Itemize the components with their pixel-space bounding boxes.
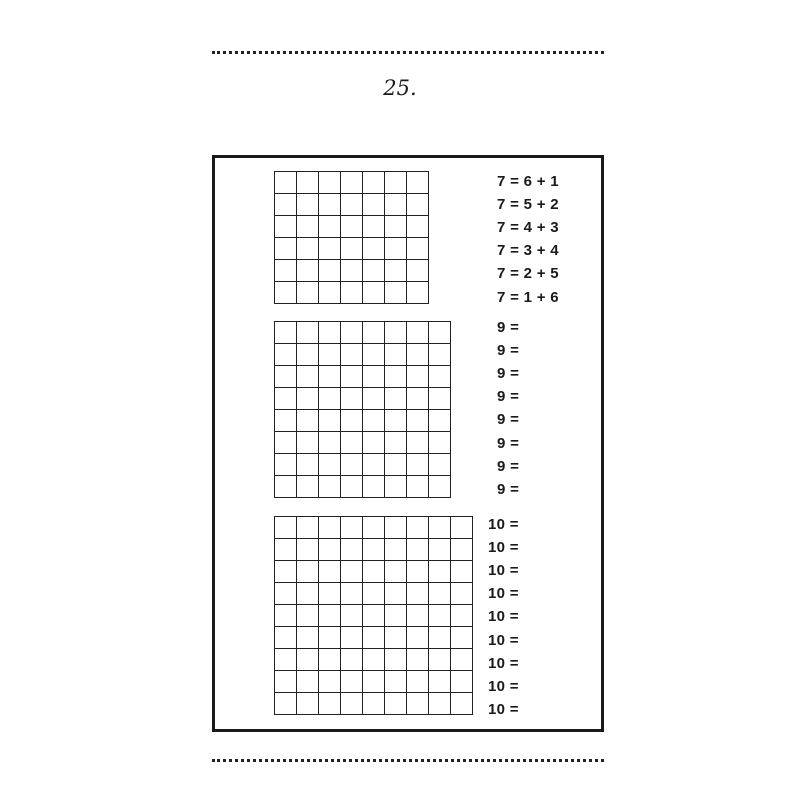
grid-cell bbox=[275, 172, 297, 194]
grid-cell bbox=[363, 388, 385, 410]
grid-cell bbox=[363, 344, 385, 366]
grid-cell bbox=[429, 693, 451, 715]
grid-cell bbox=[341, 216, 363, 238]
grid-cell bbox=[341, 454, 363, 476]
grid-cell bbox=[363, 539, 385, 561]
grid-cell bbox=[363, 583, 385, 605]
grid-cell bbox=[275, 583, 297, 605]
grid-cell bbox=[319, 194, 341, 216]
grid-cell bbox=[385, 410, 407, 432]
grid-cell bbox=[407, 454, 429, 476]
grid-cell bbox=[451, 649, 473, 671]
equation-line: 10 = bbox=[488, 677, 519, 695]
grid-cell bbox=[297, 366, 319, 388]
grid-cell bbox=[385, 432, 407, 454]
grid-cell bbox=[297, 216, 319, 238]
grid-cell bbox=[319, 671, 341, 693]
grid-cell bbox=[407, 476, 429, 498]
grid-cell bbox=[319, 649, 341, 671]
grid-cell bbox=[385, 649, 407, 671]
grid-cell bbox=[385, 605, 407, 627]
grid-cell bbox=[297, 476, 319, 498]
grid-cell bbox=[297, 344, 319, 366]
grid-cell bbox=[297, 238, 319, 260]
grid-cell bbox=[275, 344, 297, 366]
equation-line: 10 = bbox=[488, 700, 519, 718]
grid-cell bbox=[275, 561, 297, 583]
grid-cell bbox=[319, 282, 341, 304]
grid-cell bbox=[319, 583, 341, 605]
grid-cell bbox=[429, 561, 451, 583]
grid-cell bbox=[363, 432, 385, 454]
grid-cell bbox=[275, 627, 297, 649]
equation-line: 7 = 4 + 3 bbox=[497, 219, 559, 237]
grid-cell bbox=[341, 627, 363, 649]
equation-line: 7 = 6 + 1 bbox=[497, 173, 559, 190]
grid-cell bbox=[297, 454, 319, 476]
grid-cell bbox=[363, 693, 385, 715]
grid-cell bbox=[385, 517, 407, 539]
grid-cell bbox=[319, 344, 341, 366]
grid-cell bbox=[341, 282, 363, 304]
grid-cell bbox=[275, 605, 297, 627]
grid-cell bbox=[297, 388, 319, 410]
grid-cell bbox=[407, 366, 429, 388]
grid-cell bbox=[451, 583, 473, 605]
equation-line: 7 = 2 + 5 bbox=[497, 265, 559, 283]
grid-cell bbox=[275, 238, 297, 260]
grid-cell bbox=[341, 476, 363, 498]
grid-cell bbox=[341, 693, 363, 715]
grid-cell bbox=[341, 322, 363, 344]
grid-cell bbox=[363, 322, 385, 344]
grid-cell bbox=[429, 605, 451, 627]
grid-cell bbox=[385, 583, 407, 605]
grid-cell bbox=[363, 561, 385, 583]
grid-cell bbox=[341, 260, 363, 282]
dotted-rule-bottom bbox=[212, 759, 604, 762]
grid-cell bbox=[451, 693, 473, 715]
grid-cell bbox=[363, 649, 385, 671]
equation-line: 10 = bbox=[488, 516, 519, 533]
grid-cell bbox=[407, 282, 429, 304]
grid-cell bbox=[341, 432, 363, 454]
grid-cell bbox=[429, 432, 451, 454]
grid-cell bbox=[407, 517, 429, 539]
grid-cell bbox=[275, 410, 297, 432]
grid-cell bbox=[297, 561, 319, 583]
grid-cell bbox=[319, 605, 341, 627]
grid-cell bbox=[451, 539, 473, 561]
grid-cell bbox=[319, 539, 341, 561]
grid-cell bbox=[297, 671, 319, 693]
grid-cell bbox=[407, 561, 429, 583]
grid-cell bbox=[363, 366, 385, 388]
grid-cell bbox=[275, 432, 297, 454]
grid-cell bbox=[363, 605, 385, 627]
grid-cell bbox=[319, 260, 341, 282]
grid-10 bbox=[274, 516, 473, 715]
grid-cell bbox=[407, 194, 429, 216]
dotted-rule-top bbox=[212, 51, 604, 54]
equation-line: 9 = bbox=[497, 319, 520, 336]
grid-cell bbox=[385, 627, 407, 649]
grid-cell bbox=[407, 388, 429, 410]
grid-cell bbox=[319, 517, 341, 539]
grid-cell bbox=[385, 476, 407, 498]
grid-cell bbox=[275, 388, 297, 410]
equation-line: 10 = bbox=[488, 562, 519, 580]
grid-cell bbox=[429, 344, 451, 366]
grid-cell bbox=[385, 344, 407, 366]
grid-cell bbox=[275, 517, 297, 539]
grid-cell bbox=[385, 260, 407, 282]
grid-cell bbox=[429, 671, 451, 693]
grid-cell bbox=[275, 454, 297, 476]
grid-cell bbox=[385, 388, 407, 410]
grid-cell bbox=[297, 260, 319, 282]
grid-cell bbox=[385, 282, 407, 304]
grid-cell bbox=[341, 238, 363, 260]
grid-cell bbox=[429, 476, 451, 498]
grid-cell bbox=[297, 605, 319, 627]
grid-cell bbox=[407, 238, 429, 260]
grid-cell bbox=[275, 366, 297, 388]
grid-cell bbox=[429, 454, 451, 476]
grid-cell bbox=[275, 649, 297, 671]
grid-cell bbox=[407, 432, 429, 454]
grid-cell bbox=[363, 194, 385, 216]
grid-cell bbox=[319, 388, 341, 410]
grid-cell bbox=[319, 693, 341, 715]
grid-cell bbox=[275, 693, 297, 715]
grid-cell bbox=[385, 238, 407, 260]
grid-cell bbox=[407, 410, 429, 432]
grid-cell bbox=[407, 260, 429, 282]
grid-cell bbox=[297, 649, 319, 671]
equation-line: 9 = bbox=[497, 434, 520, 452]
grid-cell bbox=[297, 693, 319, 715]
grid-cell bbox=[385, 693, 407, 715]
grid-cell bbox=[429, 322, 451, 344]
grid-cell bbox=[407, 693, 429, 715]
grid-cell bbox=[319, 238, 341, 260]
grid-cell bbox=[363, 476, 385, 498]
grid-cell bbox=[407, 172, 429, 194]
grid-cell bbox=[275, 282, 297, 304]
grid-cell bbox=[407, 583, 429, 605]
grid-cell bbox=[341, 388, 363, 410]
grid-cell bbox=[319, 627, 341, 649]
grid-cell bbox=[385, 366, 407, 388]
equation-line: 9 = bbox=[497, 342, 520, 360]
grid-cell bbox=[363, 410, 385, 432]
grid-cell bbox=[385, 322, 407, 344]
grid-cell bbox=[407, 671, 429, 693]
grid-cell bbox=[451, 627, 473, 649]
grid-cell bbox=[275, 194, 297, 216]
grid-cell bbox=[341, 605, 363, 627]
grid-cell bbox=[451, 605, 473, 627]
grid-cell bbox=[297, 539, 319, 561]
grid-cell bbox=[319, 322, 341, 344]
grid-cell bbox=[363, 517, 385, 539]
grid-cell bbox=[297, 172, 319, 194]
equation-line: 10 = bbox=[488, 608, 519, 626]
grid-cell bbox=[341, 410, 363, 432]
equation-line: 7 = 1 + 6 bbox=[497, 288, 559, 306]
grid-cell bbox=[275, 216, 297, 238]
grid-cell bbox=[429, 366, 451, 388]
grid-cell bbox=[363, 216, 385, 238]
grid-cell bbox=[297, 627, 319, 649]
grid-cell bbox=[385, 172, 407, 194]
grid-cell bbox=[385, 216, 407, 238]
grid-cell bbox=[407, 322, 429, 344]
grid-cell bbox=[407, 605, 429, 627]
grid-cell bbox=[341, 344, 363, 366]
grid-cell bbox=[363, 627, 385, 649]
grid-cell bbox=[429, 583, 451, 605]
grid-cell bbox=[407, 539, 429, 561]
grid-cell bbox=[319, 366, 341, 388]
grid-cell bbox=[407, 344, 429, 366]
grid-cell bbox=[429, 388, 451, 410]
grid-cell bbox=[341, 539, 363, 561]
grid-cell bbox=[297, 282, 319, 304]
grid-cell bbox=[297, 410, 319, 432]
grid-cell bbox=[341, 649, 363, 671]
grid-cell bbox=[319, 454, 341, 476]
grid-cell bbox=[297, 583, 319, 605]
grid-cell bbox=[429, 627, 451, 649]
grid-cell bbox=[275, 260, 297, 282]
grid-cell bbox=[363, 260, 385, 282]
equation-line: 10 = bbox=[488, 654, 519, 672]
grid-cell bbox=[341, 583, 363, 605]
grid-cell bbox=[297, 322, 319, 344]
grid-cell bbox=[385, 671, 407, 693]
equation-line: 9 = bbox=[497, 457, 520, 475]
grid-cell bbox=[319, 476, 341, 498]
grid-cell bbox=[385, 454, 407, 476]
grid-cell bbox=[429, 539, 451, 561]
grid-cell bbox=[385, 194, 407, 216]
equation-line: 7 = 3 + 4 bbox=[497, 242, 559, 260]
grid-cell bbox=[275, 539, 297, 561]
grid-cell bbox=[275, 322, 297, 344]
grid-cell bbox=[363, 671, 385, 693]
equation-line: 9 = bbox=[497, 411, 520, 429]
grid-9 bbox=[274, 321, 451, 498]
grid-cell bbox=[363, 172, 385, 194]
grid-cell bbox=[341, 561, 363, 583]
equation-line: 10 = bbox=[488, 631, 519, 649]
grid-cell bbox=[407, 649, 429, 671]
grid-cell bbox=[297, 194, 319, 216]
grid-cell bbox=[451, 561, 473, 583]
grid-cell bbox=[451, 517, 473, 539]
grid-cell bbox=[319, 172, 341, 194]
equation-line: 10 = bbox=[488, 585, 519, 603]
grid-cell bbox=[319, 432, 341, 454]
equation-line: 9 = bbox=[497, 388, 520, 406]
grid-cell bbox=[385, 561, 407, 583]
equation-line: 7 = 5 + 2 bbox=[497, 196, 559, 214]
equation-line: 9 = bbox=[497, 480, 520, 498]
grid-cell bbox=[429, 410, 451, 432]
grid-cell bbox=[319, 561, 341, 583]
grid-cell bbox=[363, 238, 385, 260]
grid-cell bbox=[429, 517, 451, 539]
grid-cell bbox=[341, 517, 363, 539]
grid-cell bbox=[451, 671, 473, 693]
grid-cell bbox=[319, 216, 341, 238]
grid-cell bbox=[363, 454, 385, 476]
grid-7 bbox=[274, 171, 429, 304]
grid-cell bbox=[341, 194, 363, 216]
grid-cell bbox=[341, 172, 363, 194]
grid-cell bbox=[407, 627, 429, 649]
grid-cell bbox=[429, 649, 451, 671]
grid-cell bbox=[297, 517, 319, 539]
grid-cell bbox=[385, 539, 407, 561]
grid-cell bbox=[275, 476, 297, 498]
grid-cell bbox=[319, 410, 341, 432]
grid-cell bbox=[341, 366, 363, 388]
grid-cell bbox=[297, 432, 319, 454]
grid-cell bbox=[363, 282, 385, 304]
grid-cell bbox=[275, 671, 297, 693]
page-number: 25. bbox=[383, 76, 417, 100]
grid-cell bbox=[407, 216, 429, 238]
equation-line: 9 = bbox=[497, 365, 520, 383]
equation-line: 10 = bbox=[488, 539, 519, 557]
grid-cell bbox=[341, 671, 363, 693]
